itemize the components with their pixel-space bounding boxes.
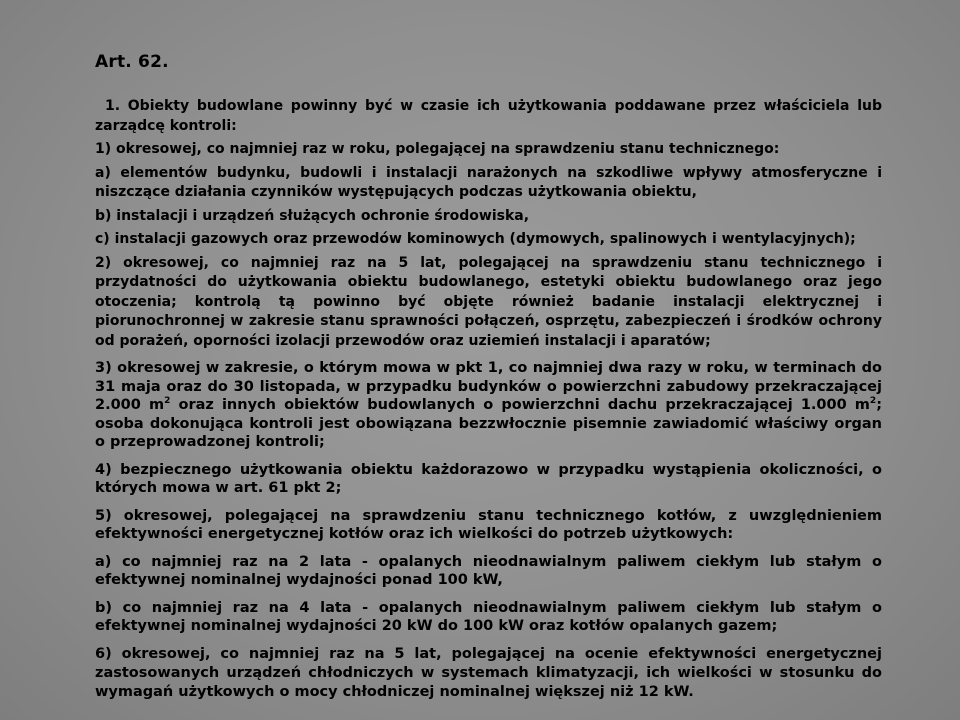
item-1a: a) elementów budynku, budowli i instalacji narażonych na szkodliwe wpływy atmosferyczne i niszczące działania czynników występujących podczas użytkowania obiektu, xyxy=(95,164,882,200)
item-6: 6) okresowej, co najmniej raz na 5 lat, polegającej na ocenie efektywności energetycznej zastosowanych urządzeń chłodniczych w systemach klimatyzacji, ich wielkości w stosunku do wymagań użytkowych o mocy chłodniczej nominalnej większej niż 12 kW. xyxy=(95,645,882,700)
item-3: 3) okresowej w zakresie, o którym mowa w pkt 1, co najmniej dwa razy w roku, w terminach do 31 maja oraz do 30 listopada, w przypadku budynków o powierzchni zabudowy przekraczającej 2.000 $m^2$ oraz innych obiektów budowlanych o powierzchni dachu przekraczającej 1.000 $m^2$; osoba dokonująca kontroli jest obowiązana bezzwłocznie pisemnie zawiadomić właściwy organ o przeprowadzonej kontroli; xyxy=(95,360,882,450)
article-title: Art. 62. xyxy=(95,52,169,72)
item-1b: b) instalacji i urządzeń służących ochronie środowiska, xyxy=(95,207,530,224)
item-5: 5) okresowej, polegającej na sprawdzeniu stanu technicznego kotłów, z uwzględnieniem efektywności energetycznej kotłów oraz ich wielkości do potrzeb użytkowych: xyxy=(95,507,882,542)
superscript-2: 2 xyxy=(164,396,171,407)
item-5a: a) co najmniej raz na 2 lata - opalanych nieodnawialnym paliwem ciekłym lub stałym o efektywnej nominalnej wydajności ponad 100 kW, xyxy=(95,553,882,588)
item-1: 1) okresowej, co najmniej raz w roku, polegającej na sprawdzeniu stanu technicznego: xyxy=(95,141,780,157)
item-5b: b) co najmniej raz na 4 lata - opalanych nieodnawialnym paliwem ciekłym lub stałym o efektywnej nominalnej wydajności 20 kW do 100 kW oraz kotłów opalanych gazem; xyxy=(95,599,882,634)
paragraph-1-intro: 1. Obiekty budowlane powinny być w czasie ich użytkowania poddawane przez właściciela lub zarządcę kontroli: xyxy=(95,98,882,134)
article-body xyxy=(95,97,882,711)
item-1c: c) instalacji gazowych oraz przewodów kominowych (dymowych, spalinowych i wentylacyjnych); xyxy=(95,231,856,247)
item-2: 2) okresowej, co najmniej raz na 5 lat, polegającej na sprawdzeniu stanu technicznego i przydatności do użytkowania obiektu budowlanego, estetyki obiektu budowlanego oraz jego otoczenia; kontrolą tą powinno być objęte również badanie instalacji elektrycznej i piorunochronnej w zakresie stanu sprawności połączeń, osprzętu, zabezpieczeń i środków ochrony od porażeń, oporności izolacji przewodów oraz uziemień instalacji i aparatów; xyxy=(95,254,882,349)
item-4: 4) bezpiecznego użytkowania obiektu każdorazowo w przypadku wystąpienia okoliczności, o których mowa w art. 61 pkt 2; xyxy=(95,461,882,496)
superscript-2: 2 xyxy=(869,396,877,407)
